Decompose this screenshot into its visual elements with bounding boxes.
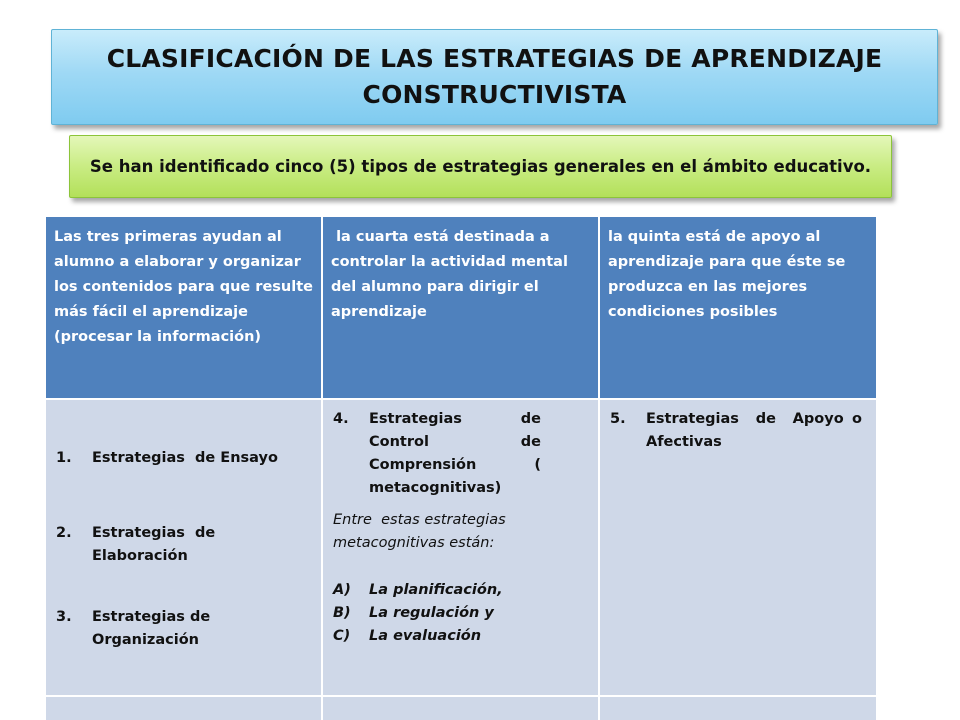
table-cell-empty <box>323 697 600 720</box>
list-number: 1. <box>56 450 72 466</box>
page-title: CLASIFICACIÓN DE LAS ESTRATEGIAS DE APRENDIZAJE CONSTRUCTIVISTA <box>106 44 883 109</box>
list-letter: C) <box>333 628 351 644</box>
list-label: La regulación y <box>369 605 494 621</box>
list-letter: B) <box>333 605 351 621</box>
list-number: 4. <box>333 411 349 427</box>
strategies-table <box>46 217 878 720</box>
table-cell-empty <box>600 697 878 720</box>
page-subtitle: Se han identificado cinco (5) tipos de estrategias generales en el ámbito educativo. <box>89 156 872 176</box>
table-cell-col1 <box>46 400 323 697</box>
subtitle-banner <box>69 135 892 198</box>
metacognitive-note: Entre estas estrategias metacognitivas están: <box>333 512 511 551</box>
list-letter: A) <box>333 582 351 598</box>
list-label: Estrategias de Apoyo o Afectivas <box>646 411 873 450</box>
list-number: 2. <box>56 525 72 541</box>
title-banner <box>51 29 938 125</box>
table-cell-empty <box>46 697 323 720</box>
list-label: La evaluación <box>369 628 482 644</box>
list-label: Estrategias de Organización <box>92 609 211 648</box>
table-cell-col3 <box>600 400 878 697</box>
list-label: La planificación, <box>369 582 503 598</box>
table-header-1: Las tres primeras ayudan al alumno a elaborar y organizar los contenidos para que resulte más fácil el aprendizaje (procesar la información) <box>46 217 323 400</box>
list-label: Estrategias de Control de Comprensión ( metacognitivas) <box>369 411 547 496</box>
list-number: 3. <box>56 609 72 625</box>
list-label: Estrategias de Ensayo <box>92 450 278 466</box>
table-header-3: la quinta está de apoyo al aprendizaje para que éste se produzca en las mejores condiciones posibles <box>600 217 878 400</box>
table-cell-col2 <box>323 400 600 697</box>
table-header-2: la cuarta está destinada a controlar la actividad mental del alumno para dirigir el aprendizaje <box>323 217 600 400</box>
list-number: 5. <box>610 411 626 427</box>
list-label: Estrategias de Elaboración <box>92 525 221 564</box>
